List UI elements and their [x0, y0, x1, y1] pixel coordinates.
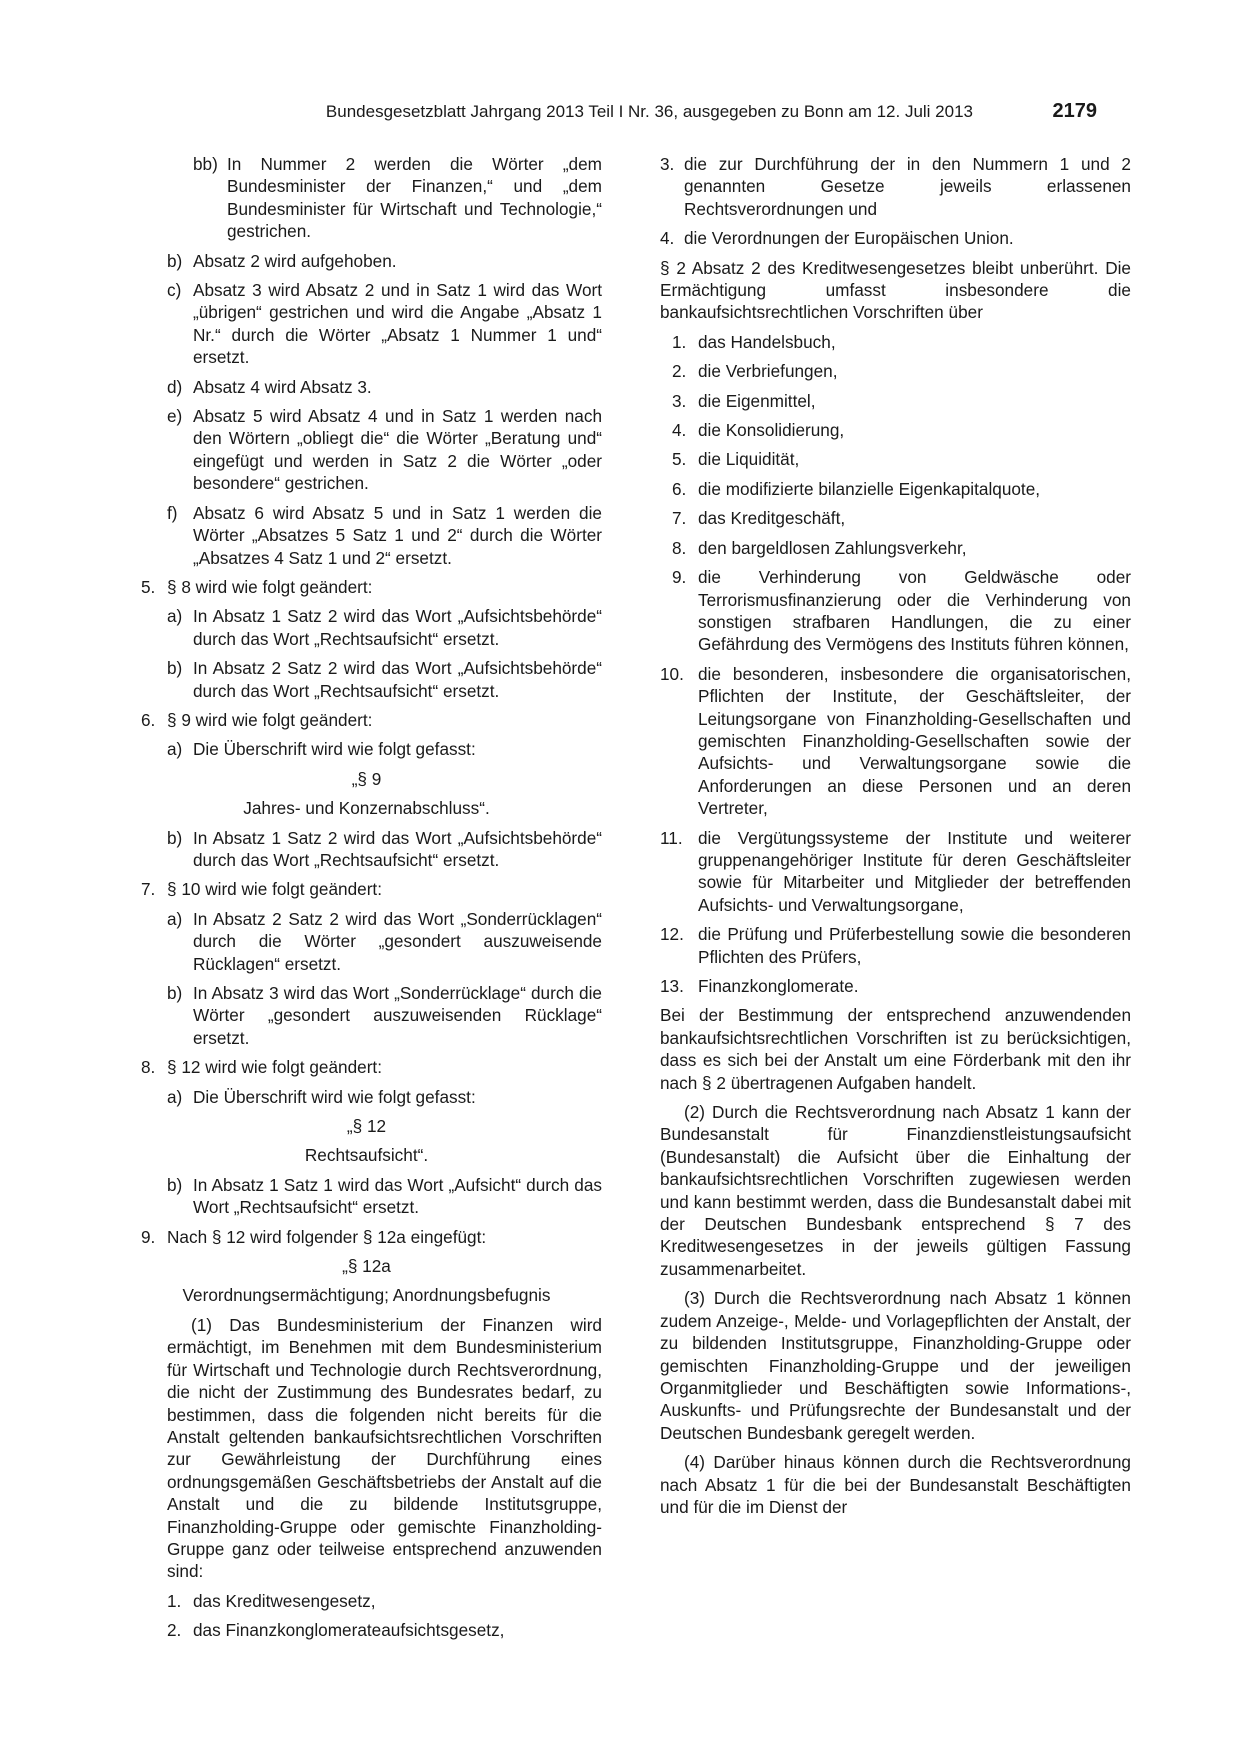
item-text: In Nummer 2 werden die Wörter „dem Bundesminister der Finanzen,“ und „dem Bundesminister für Wirtschaft und Technologie,“ gestrichen.	[227, 154, 602, 242]
closing-paragraph: Bei der Bestimmung der entsprechend anzuwendenden bankaufsichtsrechtlichen Vorschriften ist zu berücksichtigen, dass es sich bei der Anstalt um eine Förderbank mit den ihr nach § 2 übertragenen Aufgaben handelt.	[660, 1005, 1131, 1093]
item-text: In Absatz 2 Satz 2 wird das Wort „Sonderrücklagen“ durch die Wörter „gesondert auszuweisende Rücklagen“ ersetzt.	[193, 908, 602, 974]
paragraph-1: (1) Das Bundesministerium der Finanzen wird ermächtigt, im Benehmen mit dem Bundesministerium für Wirtschaft und Technologie durch Rechtsverordnung, die nicht der Zustimmung des Bundesrates bedarf, zu bestimmen, dass die folgenden nicht bereits für die Anstalt geltenden bankaufsichtsrechtlichen Vorschriften zur Gewährleistung der Durchführung eines ordnungsgemäßen Geschäftsbetriebs der Anstalt auf die Anstalt und die zu bildende Institutsgruppe, Finanzholding-Gruppe oder gemischte Finanzholding-Gruppe ganz oder teilweise entsprechend anzuwenden sind:	[167, 1314, 602, 1582]
list-item	[131, 1174, 602, 1219]
item-marker: a)	[167, 739, 183, 760]
section-title: Rechtsaufsicht“.	[304, 1145, 429, 1166]
list-item	[131, 657, 602, 702]
list-item	[660, 827, 1131, 917]
list-item	[660, 663, 1131, 820]
right-column	[660, 153, 1131, 1518]
item-marker: 1.	[672, 331, 687, 352]
list-item	[131, 279, 602, 369]
list-item	[660, 448, 1131, 470]
list-item	[131, 502, 602, 569]
item-marker: 9.	[141, 1226, 156, 1247]
page-header	[131, 100, 1108, 130]
item-text: die Verbriefungen,	[698, 361, 838, 382]
list-item	[660, 923, 1131, 968]
item-marker: bb)	[193, 154, 218, 174]
item-text: das Handelsbuch,	[698, 331, 836, 352]
list-item	[131, 576, 602, 598]
item-marker: b)	[167, 983, 183, 1003]
item-marker: 5.	[672, 449, 687, 470]
list-item	[131, 376, 602, 398]
section-number: „§ 12a	[342, 1256, 391, 1277]
list-item	[660, 153, 1131, 220]
list-item	[131, 605, 602, 650]
item-text: die Liquidität,	[698, 449, 800, 470]
item-marker: 3.	[672, 390, 687, 411]
list-item	[131, 153, 602, 243]
list-item	[660, 537, 1131, 559]
list-item	[131, 1590, 602, 1612]
item-marker: a)	[167, 1086, 183, 1107]
item-text: die besonderen, insbesondere die organisatorischen, Pflichten der Institute, der Geschäftsleiter, der Leitungsorgane von Finanzholding-Gesellschaften und gemischten Finanzholding-Gesellschaften sowie der Aufsichts- und Verwaltungsorgane sowie die Anforderungen an diese Personen und an deren Vertreter,	[698, 663, 1131, 819]
item-marker: 6.	[672, 478, 687, 499]
list-item	[660, 975, 1131, 997]
paragraph-3: (3) Durch die Rechtsverordnung nach Absatz 1 können zudem Anzeige-, Melde- und Vorlagepflichten der Anstalt, der zu bildenden Institutsgruppe, Finanzholding-Gruppe oder gemischten Finanzholding-Gruppe und der jeweiligen Organmitglieder und Beschäftigten sowie Informations-, Auskunfts- und Prüfungsrechte der Bundesanstalt und der Deutschen Bundesbank geregelt werden.	[660, 1288, 1131, 1443]
item-text: Die Überschrift wird wie folgt gefasst:	[193, 1086, 476, 1107]
item-marker: 12.	[660, 924, 684, 945]
item-marker: 7.	[141, 879, 156, 900]
item-marker: b)	[167, 1174, 183, 1195]
list-item	[660, 478, 1131, 500]
item-text: das Kreditwesengesetz,	[193, 1590, 376, 1611]
item-text: Die Überschrift wird wie folgt gefasst:	[193, 739, 476, 760]
item-text: die Prüfung und Prüferbestellung sowie die besonderen Pflichten des Prüfers,	[698, 924, 1131, 967]
item-marker: 4.	[672, 420, 687, 441]
list-item	[131, 405, 602, 495]
item-text: § 8 wird wie folgt geändert:	[167, 576, 373, 597]
item-marker: 2.	[672, 361, 687, 382]
item-marker: d)	[167, 376, 183, 397]
item-text: die Vergütungssysteme der Institute und weiterer gruppenangehöriger Institute für deren Geschäftsleiter sowie für Mitarbeiter und Mitglieder der betreffenden Aufsichts- und Verwaltungsorgane,	[698, 827, 1131, 915]
item-text: die zur Durchführung der in den Nummern 1 und 2 genannten Gesetze jeweils erlassenen Rechtsverordnungen und	[684, 154, 1131, 219]
item-text: § 12 wird wie folgt geändert:	[167, 1057, 382, 1078]
list-item	[660, 507, 1131, 529]
paragraph-4: (4) Darüber hinaus können durch die Rechtsverordnung nach Absatz 1 für die bei der Bundesanstalt Beschäftigten und für die im Dienst der	[660, 1452, 1131, 1517]
list-item	[131, 1619, 602, 1641]
list-item	[131, 908, 602, 975]
list-item	[131, 827, 602, 872]
page-number: 2179	[1052, 100, 1097, 122]
list-item	[131, 250, 602, 272]
item-marker: a)	[167, 908, 183, 929]
item-text: die Verhinderung von Geldwäsche oder Terrorismusfinanzierung oder die Verhinderung von sonstigen strafbaren Handlungen, die zu einer Gefährdung des Vermögens des Instituts führen können,	[698, 567, 1131, 655]
list-item	[660, 390, 1131, 412]
item-text: In Absatz 3 wird das Wort „Sonderrücklage“ durch die Wörter „gesondert auszuweisenden Rücklage“ ersetzt.	[193, 983, 602, 1048]
intro-paragraph: § 2 Absatz 2 des Kreditwesengesetzes bleibt unberührt. Die Ermächtigung umfasst insbesondere die bankaufsichtsrechtlichen Vorschriften über	[660, 257, 1131, 323]
list-item	[131, 1226, 602, 1248]
list-item	[660, 419, 1131, 441]
item-text: In Absatz 1 Satz 1 wird das Wort „Aufsicht“ durch das Wort „Rechtsaufsicht“ ersetzt.	[193, 1174, 602, 1218]
item-text: § 10 wird wie folgt geändert:	[167, 879, 382, 900]
item-marker: 8.	[141, 1057, 156, 1078]
list-item	[660, 360, 1131, 382]
item-text: die Verordnungen der Europäischen Union.	[684, 228, 1014, 249]
item-marker: 6.	[141, 709, 156, 730]
item-text: In Absatz 1 Satz 2 wird das Wort „Aufsichtsbehörde“ durch das Wort „Rechtsaufsicht“ ersetzt.	[193, 827, 602, 870]
item-marker: 7.	[672, 508, 687, 529]
section-title: Verordnungsermächtigung; Anordnungsbefugnis	[182, 1285, 551, 1306]
item-marker: 4.	[660, 228, 675, 249]
item-text: Absatz 5 wird Absatz 4 und in Satz 1 werden nach den Wörtern „obliegt die“ die Wörter „Beratung und“ eingefügt und werden in Satz 2 die Wörter „oder besondere“ gestrichen.	[193, 406, 602, 494]
header-title: Bundesgesetzblatt Jahrgang 2013 Teil I Nr. 36, ausgegeben zu Bonn am 12. Juli 2013	[325, 102, 973, 121]
section-number: „§ 9	[351, 768, 382, 789]
item-text: das Finanzkonglomerateaufsichtsgesetz,	[193, 1620, 505, 1641]
list-item	[131, 709, 602, 731]
item-marker: e)	[167, 406, 183, 427]
list-item	[131, 878, 602, 900]
item-text: § 9 wird wie folgt geändert:	[167, 709, 373, 730]
item-text: In Absatz 2 Satz 2 wird das Wort „Aufsichtsbehörde“ durch das Wort „Rechtsaufsicht“ ersetzt.	[193, 658, 602, 701]
item-marker: 3.	[660, 154, 675, 174]
item-marker: 13.	[660, 976, 684, 996]
list-item	[131, 738, 602, 760]
list-item	[131, 1056, 602, 1078]
list-item	[660, 227, 1131, 249]
list-item	[660, 331, 1131, 353]
item-marker: c)	[167, 280, 182, 301]
item-marker: f)	[167, 502, 178, 523]
item-text: Absatz 2 wird aufgehoben.	[193, 250, 397, 271]
item-marker: 5.	[141, 576, 156, 597]
item-marker: 10.	[660, 663, 684, 684]
item-text: die Konsolidierung,	[698, 420, 845, 441]
paragraph-2: (2) Durch die Rechtsverordnung nach Absatz 1 kann der Bundesanstalt für Finanzdienstleistungsaufsicht (Bundesanstalt) die Aufsicht über die Einhaltung der bankaufsichtsrechtlichen Vorschriften zugewiesen werden und kann bestimmt werden, dass die Bundesanstalt dabei mit der Deutschen Bundesbank entsprechend § 7 des Kreditwesengesetzes in der jeweils gültigen Fassung zusammenarbeitet.	[660, 1102, 1131, 1279]
item-marker: 9.	[672, 567, 687, 588]
item-marker: 11.	[660, 827, 683, 848]
item-text: den bargeldlosen Zahlungsverkehr,	[698, 537, 967, 558]
item-marker: 2.	[167, 1620, 182, 1641]
item-text: Absatz 4 wird Absatz 3.	[193, 376, 372, 397]
list-item	[131, 982, 602, 1049]
item-marker: a)	[167, 606, 183, 627]
list-item	[131, 1086, 602, 1108]
item-text: die Eigenmittel,	[698, 390, 816, 411]
item-marker: b)	[167, 250, 183, 271]
item-marker: b)	[167, 827, 183, 848]
left-column	[131, 153, 602, 1642]
item-text: Absatz 6 wird Absatz 5 und in Satz 1 werden die Wörter „Absatzes 5 Satz 1 und 2“ durch die Wörter „Absatzes 4 Satz 1 und 2“ ersetzt.	[193, 502, 602, 568]
item-marker: 1.	[167, 1590, 182, 1611]
item-text: Absatz 3 wird Absatz 2 und in Satz 1 wird das Wort „übrigen“ gestrichen und wird die Angabe „Absatz 1 Nr.“ durch die Wörter „Absatz 1 Nummer 1 und“ ersetzt.	[193, 280, 602, 368]
item-text: das Kreditgeschäft,	[698, 508, 846, 529]
section-title: Jahres- und Konzernabschluss“.	[243, 798, 490, 819]
item-marker: 8.	[672, 537, 687, 558]
item-text: Nach § 12 wird folgender § 12a eingefügt:	[167, 1226, 487, 1247]
list-item	[660, 566, 1131, 656]
item-text: die modifizierte bilanzielle Eigenkapitalquote,	[698, 478, 1041, 499]
item-text: Finanzkonglomerate.	[698, 976, 859, 996]
item-text: In Absatz 1 Satz 2 wird das Wort „Aufsichtsbehörde“ durch das Wort „Rechtsaufsicht“ ersetzt.	[193, 606, 602, 649]
section-number: „§ 12	[346, 1116, 387, 1137]
item-marker: b)	[167, 658, 183, 679]
